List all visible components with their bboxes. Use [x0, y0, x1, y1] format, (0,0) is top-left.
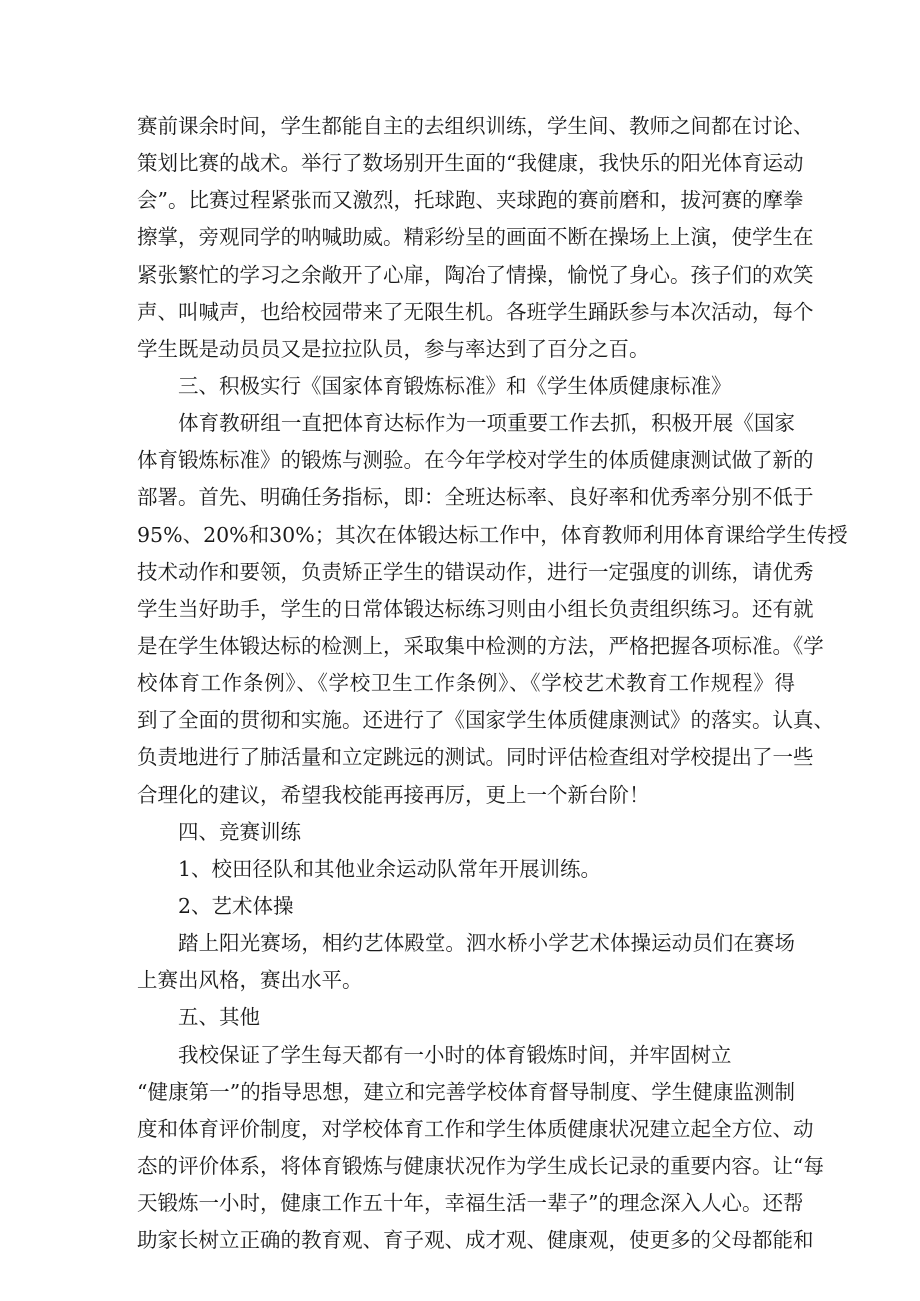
text-line: 我校保证了学生每天都有一小时的体育锻炼时间，并牢固树立 [178, 1042, 732, 1067]
text-line: 态的评价体系，将体育锻炼与健康状况作为学生成长记录的重要内容。让“每 [137, 1153, 824, 1178]
text-line: 紧张繁忙的学习之余敞开了心扉，陶冶了情操，愉悦了身心。孩子们的欢笑 [137, 262, 814, 287]
text-line: 度和体育评价制度，对学校体育工作和学生体质健康状况建立起全方位、动 [137, 1116, 814, 1141]
text-line: 体育教研组一直把体育达标作为一项重要工作去抓，积极开展《国家 [178, 411, 795, 436]
text-line: 四、竞赛训练 [178, 819, 301, 844]
text-line: 校体育工作条例》、《学校卫生工作条例》、《学校艺术教育工作规程》得 [137, 671, 795, 696]
text-line: 会”。比赛过程紧张而又激烈，托球跑、夹球跑的赛前磨和，拔河赛的摩拳 [137, 188, 804, 213]
text-line: 到了全面的贯彻和实施。还进行了《国家学生体质健康测试》的落实。认真、 [137, 708, 834, 733]
text-line: 学生既是动员员又是拉拉队员，参与率达到了百分之百。 [137, 336, 650, 361]
text-line: 是在学生体锻达标的检测上，采取集中检测的方法，严格把握各项标准。《学 [137, 633, 824, 658]
text-line: 学生当好助手，学生的日常体锻达标练习则由小组长负责组织练习。还有就 [137, 596, 814, 621]
text-line: 1、校田径队和其他业余运动队常年开展训练。 [178, 856, 602, 881]
text-line: 声、叫喊声，也给校园带来了无限生机。各班学生踊跃参与本次活动，每个 [137, 299, 814, 324]
text-line: 部署。首先、明确任务指标，即：全班达标率、良好率和优秀率分别不低于 [137, 485, 814, 510]
text-line: 三、积极实行《国家体育锻炼标准》和《学生体质健康标准》 [178, 373, 732, 398]
text-line: “健康第一”的指导思想，建立和完善学校体育督导制度、学生健康监测制 [137, 1079, 795, 1104]
text-line: 五、其他 [178, 1005, 260, 1030]
text-line: 体育锻炼标准》的锻炼与测验。在今年学校对学生的体质健康测试做了新的 [137, 448, 814, 473]
document-body [137, 108, 848, 1259]
text-line: 赛前课余时间，学生都能自主的去组织训练，学生间、教师之间都在讨论、 [137, 114, 814, 138]
text-line: 擦掌，旁观同学的呐喊助威。精彩纷呈的画面不断在操场上上演，使学生在 [137, 225, 814, 250]
text-line: 95%、20%和30%；其次在体锻达标工作中，体育教师利用体育课给学生传授 [137, 522, 848, 547]
text-line: 上赛出风格，赛出水平。 [137, 968, 363, 993]
text-line: 天锻炼一小时，健康工作五十年，幸福生活一辈子”的理念深入人心。还帮 [137, 1191, 804, 1216]
text-line: 助家长树立正确的教育观、育子观、成才观、健康观，使更多的父母都能和 [137, 1228, 814, 1253]
text-line: 技术动作和要领，负责矫正学生的错误动作，进行一定强度的训练，请优秀 [137, 559, 814, 584]
text-line: 合理化的建议，希望我校能再接再厉，更上一个新台阶！ [137, 782, 650, 807]
text-line: 策划比赛的战术。举行了数场别开生面的“我健康，我快乐的阳光体育运动 [137, 151, 804, 176]
text-line: 踏上阳光赛场，相约艺体殿堂。泗水桥小学艺术体操运动员们在赛场 [178, 931, 795, 956]
text-line: 负责地进行了肺活量和立定跳远的测试。同时评估检查组对学校提出了一些 [137, 745, 814, 770]
text-line: 2、艺术体操 [178, 893, 294, 918]
